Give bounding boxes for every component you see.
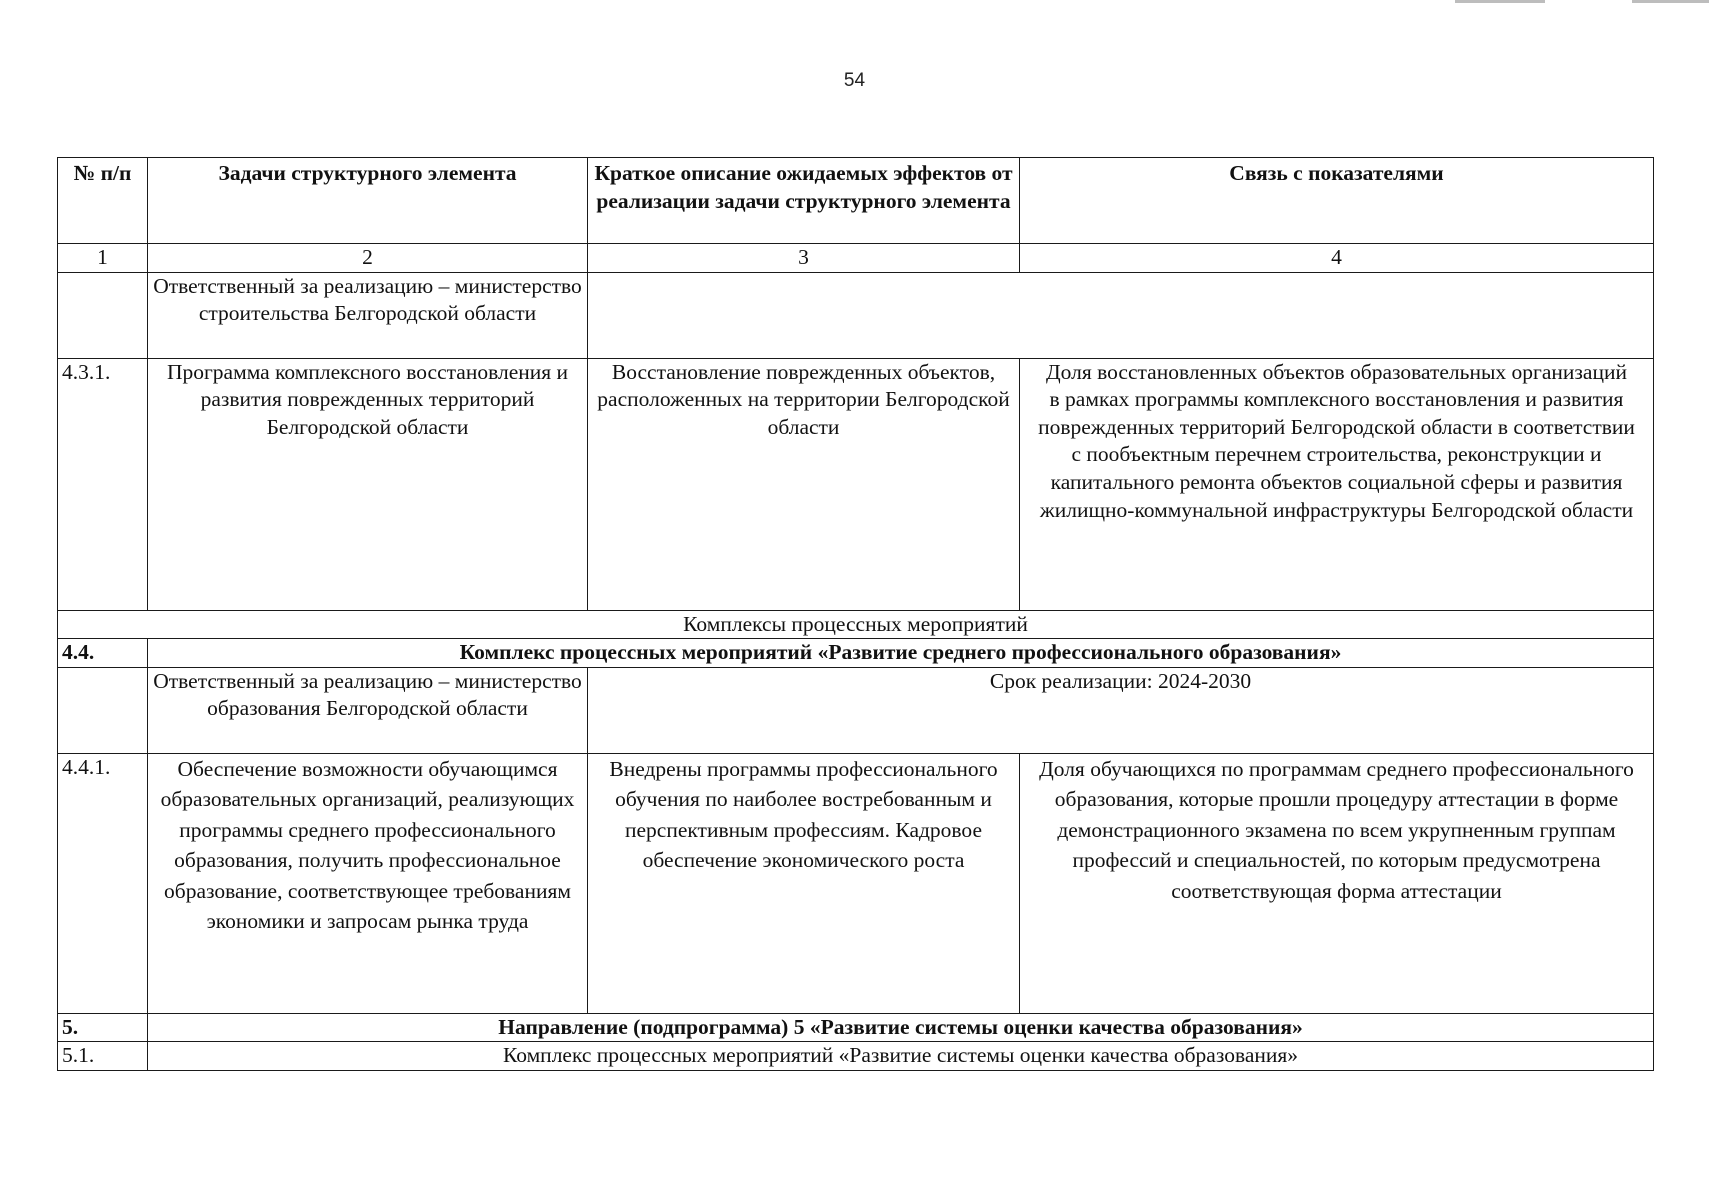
indicator-cell: Доля обучающихся по программам среднего профессионального образования, которые прошли процедуру аттестации в форме демонстрационного экзамена по всем укрупненным группам профессий и специальностей, по которым предусмотрена соответствующая форма аттестации (1020, 753, 1654, 1013)
column-index-3: 3 (588, 244, 1020, 273)
direction-title: Направление (подпрограмма) 5 «Развитие системы оценки качества образования» (148, 1013, 1654, 1042)
table-row (58, 272, 1654, 358)
row-number: 4.3.1. (58, 358, 148, 610)
table-row (58, 1042, 1654, 1071)
table-row (58, 667, 1654, 753)
scan-edge-mark (1632, 0, 1709, 3)
scan-edge-mark (1455, 0, 1545, 3)
row-number: 4.4. (58, 639, 148, 668)
term-cell: Срок реализации: 2024-2030 (588, 667, 1654, 753)
complex-title: Комплекс процессных мероприятий «Развитие среднего профессионального образования» (148, 639, 1654, 668)
row-number: 4.4.1. (58, 753, 148, 1013)
responsible-cell: Ответственный за реализацию – министерство строительства Белгородской области (148, 272, 588, 358)
table-row (58, 753, 1654, 1013)
task-cell: Обеспечение возможности обучающимся образовательных организаций, реализующих программы среднего профессионального образования, получить профессиональное образование, соответствующее требованиям экономики и запросам рынка труда (148, 753, 588, 1013)
row-number: 5.1. (58, 1042, 148, 1071)
measures-table (57, 157, 1654, 1071)
column-index-4: 4 (1020, 244, 1654, 273)
row-number-empty (58, 667, 148, 753)
section-row (58, 610, 1654, 639)
effect-cell: Восстановление поврежденных объектов, расположенных на территории Белгородской области (588, 358, 1020, 610)
table-row (58, 1013, 1654, 1042)
effect-cell: Внедрены программы профессионального обучения по наиболее востребованным и перспективным профессиям. Кадровое обеспечение экономического роста (588, 753, 1020, 1013)
responsible-cell: Ответственный за реализацию – министерство образования Белгородской области (148, 667, 588, 753)
indicator-cell (1020, 358, 1654, 610)
indicator-line: Доля восстановленных объектов образовательных организаций (1046, 359, 1627, 384)
page-number: 54 (843, 70, 866, 91)
row-number: 5. (58, 1013, 148, 1042)
task-cell: Программа комплексного восстановления и развития поврежденных территорий Белгородской области (148, 358, 588, 610)
row-number-empty (58, 272, 148, 358)
header-indicators: Связь с показателями (1020, 158, 1654, 244)
section-title: Комплексы процессных мероприятий (58, 610, 1654, 639)
column-index-2: 2 (148, 244, 588, 273)
empty-cell (588, 272, 1654, 358)
header-effects: Краткое описание ожидаемых эффектов от реализации задачи структурного элемента (588, 158, 1020, 244)
header-row (58, 158, 1654, 244)
table-row (58, 639, 1654, 668)
column-index-1: 1 (58, 244, 148, 273)
indicator-line: в рамках программы комплексного восстановления и развития поврежденных территорий Белгородской области в соответствии (1038, 387, 1635, 439)
complex-title: Комплекс процессных мероприятий «Развитие системы оценки качества образования» (148, 1042, 1654, 1071)
indicator-line: с пообъектным перечнем строительства, реконструкции и капитального ремонта объектов социальной сферы и развития жилищно-коммунальной инфраструктуры Белгородской области (1039, 442, 1634, 522)
column-index-row (58, 244, 1654, 273)
table-row (58, 358, 1654, 610)
header-number: № п/п (58, 158, 148, 244)
header-tasks: Задачи структурного элемента (148, 158, 588, 244)
